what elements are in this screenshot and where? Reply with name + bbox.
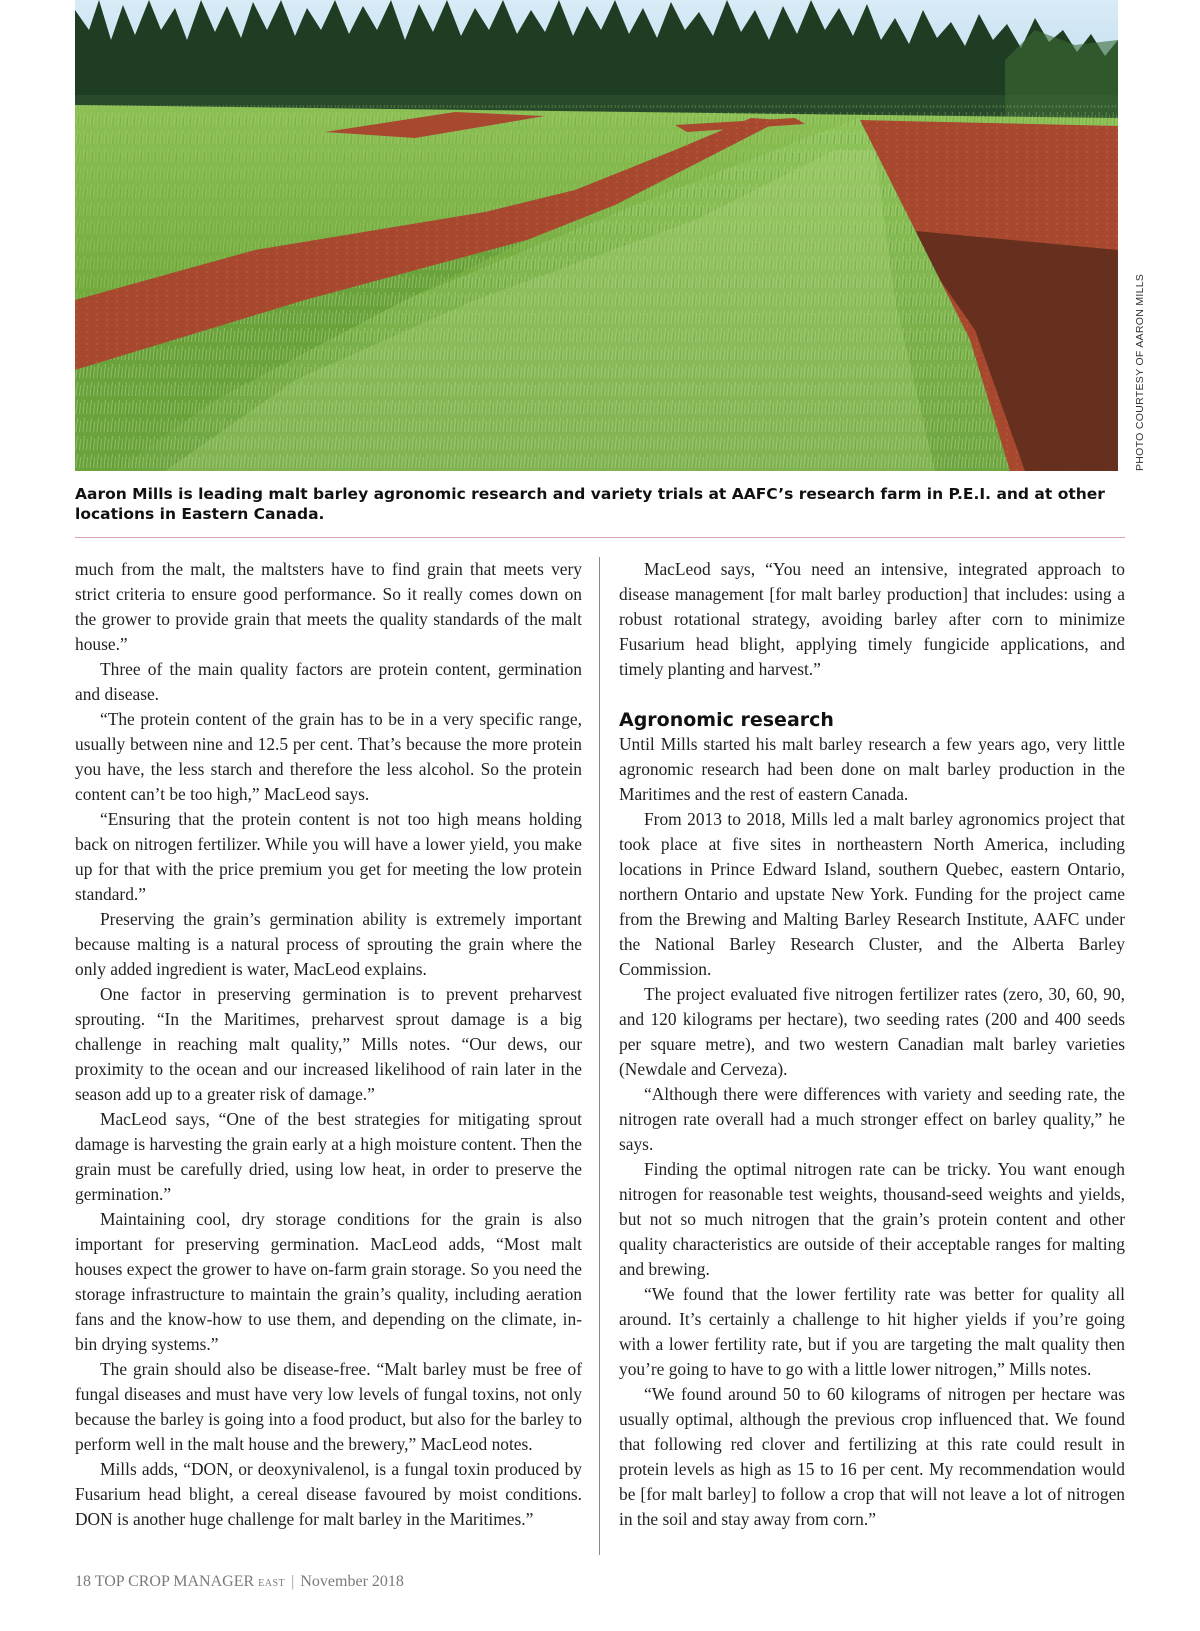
caption-rule [75,537,1125,538]
left-paragraph-2: Three of the main quality factors are protein content, germination and disease. [75,659,582,704]
left-paragraph-7: MacLeod says, “One of the best strategies for mitigating sprout damage is harvesting the grain early at a high moisture content. Then the grain must be carefully dried, using low heat, in order to preserve the germination.” [75,1109,582,1204]
page-number: 18 [75,1573,91,1590]
right-paragraph-6: “We found that the lower fertility rate was better for quality all around. It’s certainly a challenge to hit higher yields if you’re going with a lower fertility rate, but if you are targeting the malt quality then you’re going to have to go with a little lower nitrogen,” Mills notes. [619,1284,1125,1379]
left-column [75,557,582,1532]
right-paragraph-2: From 2013 to 2018, Mills led a malt barley agronomics project that took place at five sites in northeastern North America, including locations in Prince Edward Island, southern Quebec, eastern Ontario, northern Ontario and upstate New York. Funding for the project came from the Brewing and Malting Barley Research Institute, AAFC under the National Barley Research Cluster, and the Alberta Barley Commission. [619,809,1125,979]
column-divider [599,557,600,1555]
left-paragraph-6: One factor in preserving germination is to prevent preharvest sprouting. “In the Maritimes, preharvest sprout damage is a big challenge in reaching malt quality,” Mills notes. “Our dews, our proximity to the ocean and our increased likelihood of rain later in the season add up to a greater risk of damage.” [75,984,582,1104]
right-column [619,557,1125,1532]
page-footer [75,1572,404,1594]
left-paragraph-8: Maintaining cool, dry storage conditions for the grain is also important for preserving germination. MacLeod adds, “Most malt houses expect the grower to have on-farm grain storage. So you need the storage infrastructure to maintain the grain’s quality, including aeration fans and the know-how to use them, and depending on the climate, in-bin drying systems.” [75,1209,582,1354]
left-paragraph-9: The grain should also be disease-free. “Malt barley must be free of fungal diseases and must have very low levels of fungal toxins, not only because the barley is going into a food product, but also for the barley to perform well in the malt house and the brewery,” MacLeod notes. [75,1359,582,1454]
left-paragraph-3: “The protein content of the grain has to be in a very specific range, usually between nine and 12.5 per cent. That’s because the more protein you have, the less starch and therefore the less alcohol. So the protein content can’t be too high,” MacLeod says. [75,709,582,804]
right-paragraph-3: The project evaluated five nitrogen fertilizer rates (zero, 30, 60, 90, and 120 kilograms per hectare), two seeding rates (200 and 400 seeds per square metre), and two western Canadian malt barley varieties (Newdale and Cerveza). [619,984,1125,1079]
issue-date: November 2018 [300,1573,404,1590]
left-paragraph-10: Mills adds, “DON, or deoxynivalenol, is a fungal toxin produced by Fusarium head blight, a cereal disease favoured by moist conditions. DON is another huge challenge for malt barley in the Maritimes.” [75,1459,582,1529]
right-paragraph-1: Until Mills started his malt barley research a few years ago, very little agronomic research had been done on malt barley production in the Maritimes and the rest of eastern Canada. [619,734,1125,804]
right-intro-paragraph: MacLeod says, “You need an intensive, integrated approach to disease management [for malt barley production] that includes: using a robust rotational strategy, avoiding barley after corn to minimize Fusarium head blight, applying timely fungicide applications, and timely planting and harvest.” [619,559,1125,679]
footer-separator: | [291,1573,295,1590]
right-paragraph-5: Finding the optimal nitrogen rate can be tricky. You want enough nitrogen for reasonable test weights, thousand-seed weights and yields, but not so much nitrogen that the grain’s protein content and other quality characteristics are outside of their acceptable ranges for malting and brewing. [619,1159,1125,1279]
right-paragraph-4: “Although there were differences with variety and seeding rate, the nitrogen rate overall had a much stronger effect on barley quality,” he says. [619,1084,1125,1154]
publication-edition: EAST [258,1578,286,1589]
section-heading: Agronomic research [619,709,834,731]
photo-credit [1118,0,1150,471]
photo-caption: Aaron Mills is leading malt barley agronomic research and variety trials at AAFC’s research farm in P.E.I. and at other locations in Eastern Canada. [75,485,1105,523]
publication-name: TOP CROP MANAGER [94,1573,255,1590]
photo-credit-text: PHOTO COURTESY OF AARON MILLS [1134,273,1146,471]
left-paragraph-5: Preserving the grain’s germination ability is extremely important because malting is a natural process of sprouting the grain where the only added ingredient is water, MacLeod explains. [75,909,582,979]
right-paragraph-7: “We found around 50 to 60 kilograms of nitrogen per hectare was usually optimal, although the previous crop influenced that. We found that following red clover and fertilizing at this rate could result in protein levels as high as 15 to 16 per cent. My recommendation would be [for malt barley] to follow a crop that will not leave a lot of nitrogen in the soil and stay away from corn.” [619,1384,1125,1529]
field-photo [75,0,1118,471]
left-paragraph-4: “Ensuring that the protein content is not too high means holding back on nitrogen fertilizer. While you will have a lower yield, you make up for that with the price premium you get for meeting the low protein standard.” [75,809,582,904]
barley-field-illustration [75,0,1118,471]
left-paragraph-1: much from the malt, the maltsters have to find grain that meets very strict criteria to ensure good performance. So it really comes down on the grower to provide grain that meets the quality standards of the malt house.” [75,559,582,654]
